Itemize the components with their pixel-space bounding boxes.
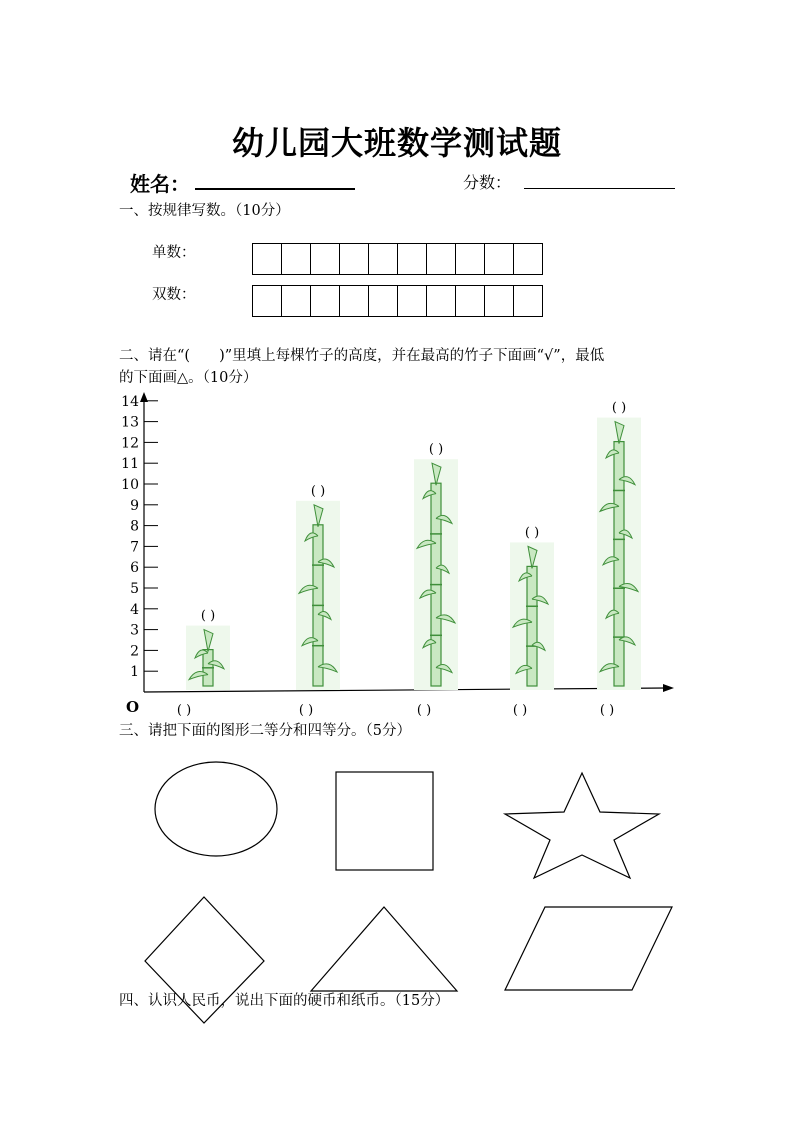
odd-numbers-boxes [252, 243, 543, 275]
y-tick-label: 8 [130, 518, 139, 535]
square-shape[interactable] [336, 772, 433, 870]
y-tick-label: 1 [130, 664, 139, 681]
answer-box[interactable] [340, 286, 369, 316]
y-tick-label: 5 [130, 581, 139, 597]
mark-answer-paren[interactable]: ( ) [512, 703, 528, 718]
name-field[interactable] [195, 188, 355, 190]
question-4-text: 四、认识人民币，说出下面的硬币和纸币。（15分） [119, 993, 450, 1009]
x-axis-arrow [663, 684, 674, 692]
height-answer-paren[interactable]: ( ) [428, 442, 444, 458]
question-1-text: 一、按规律写数。（10分） [119, 203, 290, 219]
question-2-line-1: 二、请在“( )”里填上每棵竹子的高度，并在最高的竹子下面画“√”，最低 [119, 348, 605, 364]
answer-box[interactable] [340, 244, 369, 274]
answer-box[interactable] [398, 244, 427, 274]
parallelogram-shape[interactable] [505, 907, 672, 990]
y-tick-label: 7 [130, 539, 139, 556]
score-field[interactable] [524, 188, 675, 189]
answer-box[interactable] [514, 286, 542, 316]
y-tick-label: 13 [121, 414, 139, 431]
y-tick-label: 2 [130, 643, 139, 660]
answer-box[interactable] [485, 286, 514, 316]
answer-box[interactable] [282, 286, 311, 316]
answer-box[interactable] [485, 244, 514, 274]
even-numbers-label: 双数： [152, 287, 196, 303]
mark-answer-paren[interactable]: ( ) [599, 703, 615, 718]
y-tick-label: 10 [121, 477, 139, 493]
even-numbers-boxes [252, 285, 543, 317]
score-label: 分数： [463, 173, 512, 192]
height-answer-paren[interactable]: ( ) [611, 400, 627, 416]
mark-answer-paren[interactable]: ( ) [176, 703, 192, 718]
answer-box[interactable] [456, 244, 485, 274]
answer-box[interactable] [311, 286, 340, 316]
name-label: 姓名： [130, 172, 190, 196]
answer-box[interactable] [369, 244, 398, 274]
height-answer-paren[interactable]: ( ) [310, 483, 326, 499]
answer-box[interactable] [427, 244, 456, 274]
answer-box[interactable] [253, 244, 282, 274]
mark-answer-paren[interactable]: ( ) [416, 703, 432, 718]
question-2-line-2: 的下面画△。（10分） [119, 370, 258, 386]
y-tick-label: 11 [121, 456, 139, 473]
height-answer-paren[interactable]: ( ) [200, 608, 216, 624]
origin-label: O [126, 698, 140, 716]
answer-box[interactable] [311, 244, 340, 274]
y-tick-label: 4 [130, 601, 139, 618]
odd-numbers-label: 单数： [152, 245, 196, 261]
answer-box[interactable] [456, 286, 485, 316]
answer-box[interactable] [427, 286, 456, 316]
bamboo-height-chart [0, 390, 794, 730]
answer-box[interactable] [253, 286, 282, 316]
answer-box[interactable] [514, 244, 542, 274]
y-tick-label: 6 [130, 560, 139, 577]
ellipse-shape[interactable] [155, 762, 277, 856]
y-tick-label: 3 [130, 622, 139, 639]
page-title: 幼儿园大班数学测试题 [231, 124, 562, 162]
answer-box[interactable] [398, 286, 427, 316]
mark-answer-paren[interactable]: ( ) [298, 703, 314, 718]
answer-box[interactable] [369, 286, 398, 316]
y-tick-label: 12 [121, 435, 139, 452]
height-answer-paren[interactable]: ( ) [524, 525, 540, 541]
question-3-text: 三、请把下面的图形二等分和四等分。（5分） [119, 723, 411, 739]
triangle-shape[interactable] [311, 907, 457, 991]
y-tick-label: 9 [130, 497, 139, 514]
star-shape[interactable] [505, 773, 659, 878]
y-tick-label: 14 [121, 393, 139, 410]
answer-box[interactable] [282, 244, 311, 274]
